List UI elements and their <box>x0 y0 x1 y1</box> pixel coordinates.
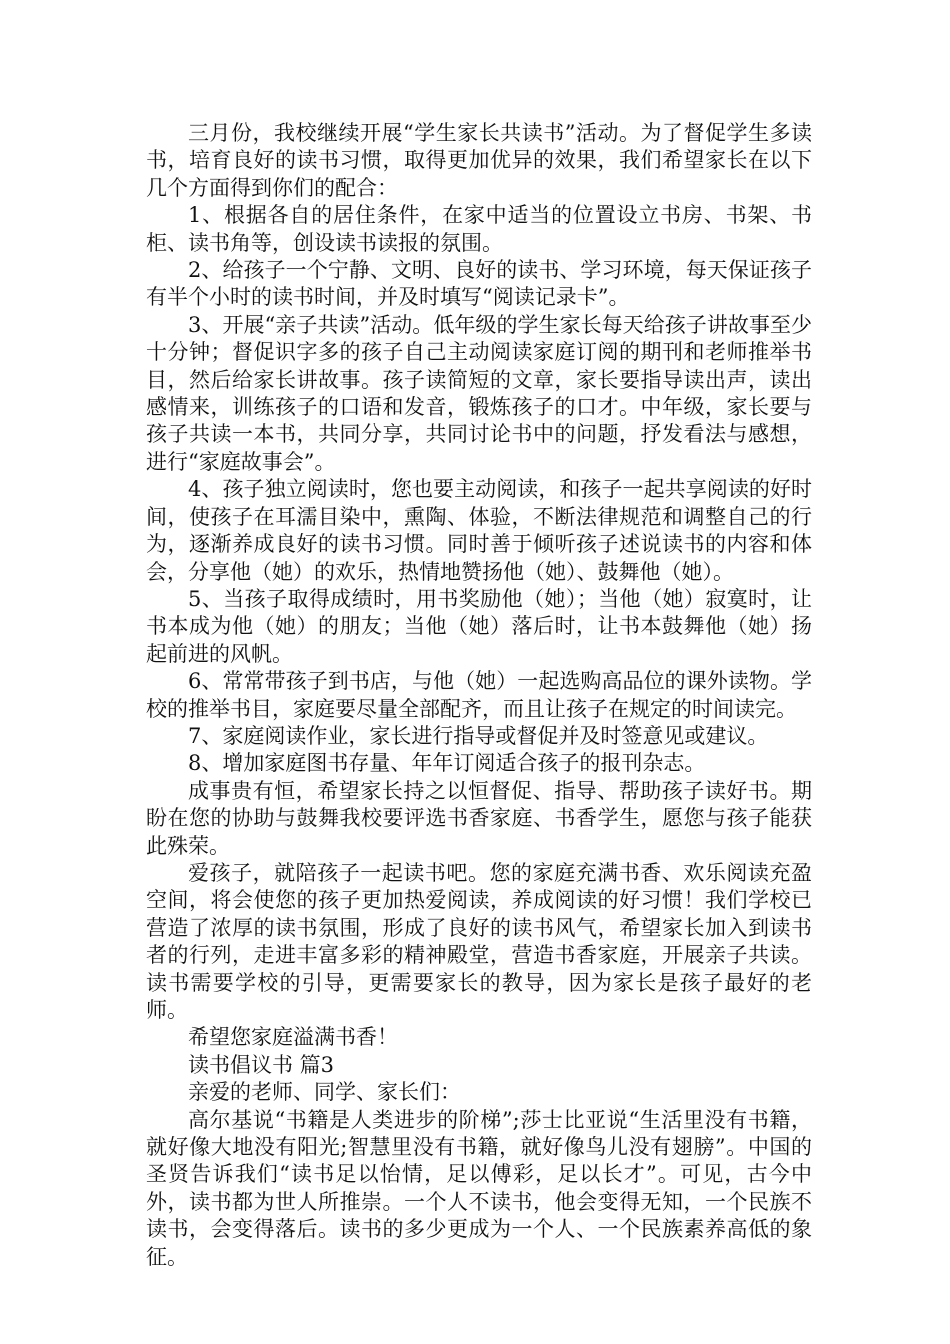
item-3-paragraph: 3、开展“亲子共读”活动。低年级的学生家长每天给孩子讲故事至少十分钟；督促识字多的孩子自己主动阅读家庭订阅的期刊和老师推举书目，然后给家长讲故事。孩子读简短的文章，家长要指导读出声，读出感情来，训练孩子的口语和发音，锻炼孩子的口才。中年级，家长要与孩子共读一本书，共同分享，共同讨论书中的问题，抒发看法与感想，进行“家庭故事会”。 <box>146 312 812 474</box>
quotes-paragraph: 高尔基说“书籍是人类进步的阶梯”;莎士比亚说“生活里没有书籍，就好像大地没有阳光;智慧里没有书籍，就好像鸟儿没有翅膀”。中国的圣贤告诉我们“读书足以怡情，足以傅彩，足以长才”。可见，古今中外，读书都为世人所推崇。一个人不读书，他会变得无知，一个民族不读书，会变得落后。读书的多少更成为一个人、一个民族素养高低的象征。 <box>146 1107 812 1269</box>
item-5-paragraph: 5、当孩子取得成绩时，用书奖励他（她）；当他（她）寂寞时，让书本成为他（她）的朋友；当他（她）落后时，让书本鼓舞他（她）扬起前进的风帆。 <box>146 586 812 666</box>
intro-paragraph: 三月份，我校继续开展“学生家长共读书”活动。为了督促学生多读书，培育良好的读书习惯，取得更加优异的效果，我们希望家长在以下几个方面得到你们的配合： <box>146 121 812 200</box>
section-heading: 读书倡议书 篇3 <box>188 1052 335 1077</box>
item-2-paragraph: 2、给孩子一个宁静、文明、良好的读书、学习环境，每天保证孩子有半个小时的读书时间，并及时填写“阅读记录卡”。 <box>146 258 812 310</box>
salutation-line: 亲爱的老师、同学、家长们： <box>188 1080 461 1105</box>
item-7-paragraph: 7、家庭阅读作业，家长进行指导或督促并及时签意见或建议。 <box>188 723 769 748</box>
item-4-paragraph: 4、孩子独立阅读时，您也要主动阅读，和孩子一起共享阅读的好时间，使孩子在耳濡目染中，熏陶、体验，不断法律规范和调整自己的行为，逐渐养成良好的读书习惯。同时善于倾听孩子述说读书的内容和体会，分享他（她）的欢乐，热情地赞扬他（她）、鼓舞他（她）。 <box>146 477 812 584</box>
perseverance-paragraph: 成事贵有恒，希望家长持之以恒督促、指导、帮助孩子读好书。期盼在您的协助与鼓舞我校要评选书香家庭、书香学生，愿您与孩子能获此殊荣。 <box>146 778 812 858</box>
item-6-paragraph: 6、常常带孩子到书店，与他（她）一起选购高品位的课外读物。学校的推举书目，家庭要尽量全部配齐，而且让孩子在规定的时间读完。 <box>146 669 812 721</box>
item-8-paragraph: 8、增加家庭图书存量、年年订阅适合孩子的报刊杂志。 <box>188 751 706 776</box>
wish-line: 希望您家庭溢满书香！ <box>188 1025 398 1050</box>
item-1-paragraph: 1、根据各自的居住条件，在家中适当的位置设立书房、书架、书柜、读书角等，创设读书读报的氛围。 <box>146 203 812 255</box>
love-children-paragraph: 爱孩子，就陪孩子一起读书吧。您的家庭充满书香、欢乐阅读充盈空间，将会使您的孩子更加热爱阅读，养成阅读的好习惯！我们学校已营造了浓厚的读书氛围，形成了良好的读书风气，希望家长加入到读书者的行列，走进丰富多彩的精神殿堂，营造书香家庭，开展亲子共读。读书需要学校的引导，更需要家长的教导，因为家长是孩子最好的老师。 <box>146 860 812 1022</box>
document-body <box>146 120 812 1271</box>
